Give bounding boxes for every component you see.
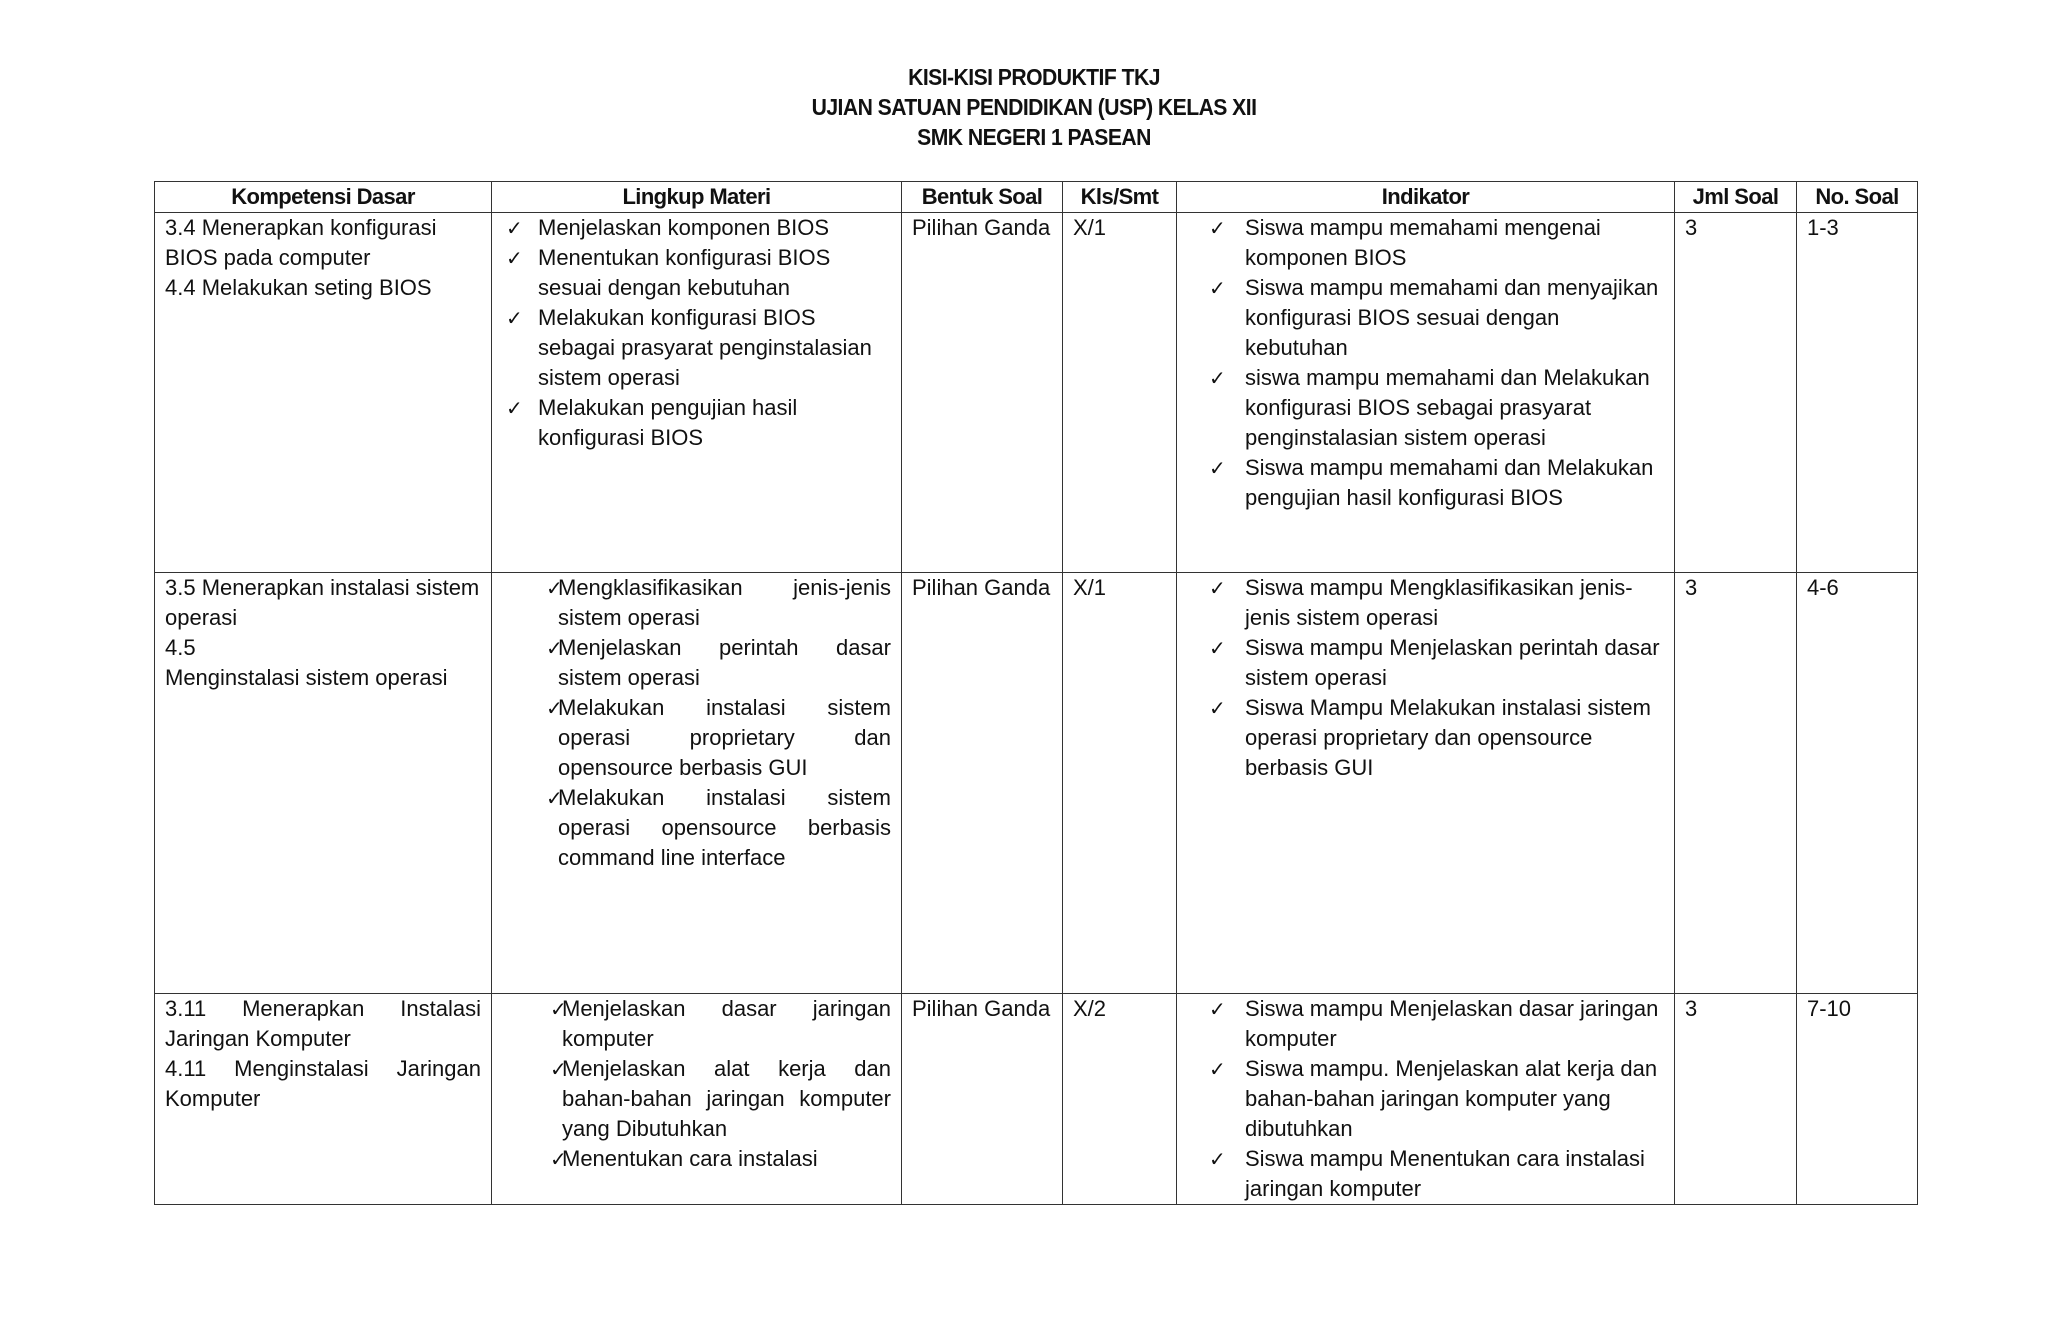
kompetensi-line: Menginstalasi sistem operasi bbox=[165, 665, 448, 690]
checkmark-icon: ✓ bbox=[1209, 276, 1226, 300]
table-row bbox=[155, 573, 1918, 994]
bentuk-soal-cell: Pilihan Ganda bbox=[902, 573, 1063, 994]
list-item: ✓ Menjelaskan perintah dasar sistem operasi bbox=[546, 635, 891, 690]
checkmark-icon: ✓ bbox=[550, 997, 567, 1021]
bentuk-soal-cell: Pilihan Ganda bbox=[902, 994, 1063, 1205]
title-line-3: SMK NEGERI 1 PASEAN bbox=[917, 124, 1151, 150]
list-item: ✓ Melakukan pengujian hasil konfigurasi BIOS bbox=[506, 395, 798, 450]
kompetensi-line: 4.11 Menginstalasi Jaringan bbox=[165, 1056, 481, 1081]
list-item: ✓ Menentukan konfigurasi BIOS sesuai dengan kebutuhan bbox=[506, 245, 831, 300]
kompetensi-line: BIOS pada computer bbox=[165, 245, 371, 270]
list-item: ✓ Menjelaskan dasar jaringan komputer bbox=[550, 996, 891, 1051]
list-item: ✓ Mengklasifikasikan jenis-jenis sistem operasi bbox=[546, 575, 891, 630]
list-item: ✓ Siswa mampu memahami mengenai komponen BIOS bbox=[1209, 215, 1601, 270]
checkmark-icon: ✓ bbox=[1209, 1057, 1226, 1081]
checkmark-icon: ✓ bbox=[546, 786, 563, 810]
indikator-cell bbox=[1177, 573, 1675, 994]
kls-smt-cell: X/1 bbox=[1063, 573, 1177, 994]
indikator-list bbox=[1187, 994, 1664, 1204]
no-soal-cell: 4-6 bbox=[1797, 573, 1918, 994]
kisi-kisi-table bbox=[154, 181, 1918, 1205]
kompetensi-cell bbox=[155, 994, 492, 1205]
materi-cell bbox=[492, 213, 902, 573]
kompetensi-line: 3.5 Menerapkan instalasi sistem bbox=[165, 575, 480, 600]
list-item: ✓ siswa mampu memahami dan Melakukan konfigurasi BIOS sebagai prasyarat penginstalasian sistem operasi bbox=[1209, 365, 1650, 450]
checkmark-icon: ✓ bbox=[546, 696, 563, 720]
checkmark-icon: ✓ bbox=[550, 1147, 567, 1171]
title-line-1: KISI-KISI PRODUKTIF TKJ bbox=[908, 64, 1160, 90]
checkmark-icon: ✓ bbox=[1209, 696, 1226, 720]
materi-cell bbox=[492, 994, 902, 1205]
checkmark-icon: ✓ bbox=[1209, 576, 1226, 600]
column-header-indikator: Indikator bbox=[1177, 182, 1675, 213]
jml-soal-cell: 3 bbox=[1675, 994, 1797, 1205]
checkmark-icon: ✓ bbox=[546, 576, 563, 600]
materi-cell bbox=[492, 573, 902, 994]
column-header-jml: Jml Soal bbox=[1675, 182, 1797, 213]
no-soal-cell: 7-10 bbox=[1797, 994, 1918, 1205]
jml-soal-cell: 3 bbox=[1675, 213, 1797, 573]
column-header-materi: Lingkup Materi bbox=[492, 182, 902, 213]
list-item: ✓ Melakukan konfigurasi BIOS sebagai prasyarat penginstalasian sistem operasi bbox=[506, 305, 872, 390]
document-header bbox=[0, 62, 2048, 152]
kompetensi-line: Jaringan Komputer bbox=[165, 1026, 351, 1051]
kls-smt-cell: X/1 bbox=[1063, 213, 1177, 573]
list-item: ✓ Siswa mampu Menjelaskan dasar jaringan komputer bbox=[1209, 996, 1659, 1051]
checkmark-icon: ✓ bbox=[506, 216, 523, 240]
checkmark-icon: ✓ bbox=[550, 1057, 567, 1081]
checkmark-icon: ✓ bbox=[506, 246, 523, 270]
kompetensi-line: 3.11 Menerapkan Instalasi bbox=[165, 996, 481, 1021]
materi-list bbox=[502, 573, 891, 873]
bentuk-soal-cell: Pilihan Ganda bbox=[902, 213, 1063, 573]
kompetensi-cell bbox=[155, 213, 492, 573]
list-item: ✓ Siswa mampu Mengklasifikasikan jenis-jenis sistem operasi bbox=[1209, 575, 1633, 630]
table-row bbox=[155, 213, 1918, 573]
kompetensi-line: Komputer bbox=[165, 1086, 261, 1111]
indikator-cell bbox=[1177, 994, 1675, 1205]
list-item: ✓ Siswa mampu memahami dan menyajikan konfigurasi BIOS sesuai dengan kebutuhan bbox=[1209, 275, 1659, 360]
no-soal-cell: 1-3 bbox=[1797, 213, 1918, 573]
list-item: ✓ Siswa mampu Menentukan cara instalasi jaringan komputer bbox=[1209, 1146, 1645, 1201]
checkmark-icon: ✓ bbox=[1209, 366, 1226, 390]
list-item: ✓ Siswa mampu Menjelaskan perintah dasar sistem operasi bbox=[1209, 635, 1660, 690]
indikator-cell bbox=[1177, 213, 1675, 573]
column-header-kompetensi: Kompetensi Dasar bbox=[155, 182, 492, 213]
table-row bbox=[155, 994, 1918, 1205]
list-item: ✓ Melakukan instalasi sistem operasi proprietary dan opensource berbasis GUI bbox=[546, 695, 891, 780]
checkmark-icon: ✓ bbox=[1209, 997, 1226, 1021]
list-item: ✓ Menjelaskan alat kerja dan bahan-bahan jaringan komputer yang Dibutuhkan bbox=[550, 1056, 891, 1141]
kompetensi-line: 3.4 Menerapkan konfigurasi bbox=[165, 215, 437, 240]
kompetensi-line: 4.4 Melakukan seting BIOS bbox=[165, 275, 432, 300]
checkmark-icon: ✓ bbox=[1209, 1147, 1226, 1171]
kompetensi-line: operasi bbox=[165, 605, 238, 630]
list-item: ✓ Menentukan cara instalasi bbox=[502, 1144, 891, 1174]
kls-smt-cell: X/2 bbox=[1063, 994, 1177, 1205]
column-header-no: No. Soal bbox=[1797, 182, 1918, 213]
list-item: ✓ Melakukan instalasi sistem operasi opensource berbasis command line interface bbox=[546, 785, 891, 870]
checkmark-icon: ✓ bbox=[1209, 456, 1226, 480]
indikator-list bbox=[1187, 573, 1664, 783]
materi-list bbox=[502, 994, 891, 1174]
list-item: ✓ Siswa mampu memahami dan Melakukan pengujian hasil konfigurasi BIOS bbox=[1209, 455, 1654, 510]
materi-list bbox=[502, 213, 891, 453]
jml-soal-cell: 3 bbox=[1675, 573, 1797, 994]
checkmark-icon: ✓ bbox=[1209, 216, 1226, 240]
column-header-kls: Kls/Smt bbox=[1063, 182, 1177, 213]
table-header-row bbox=[155, 182, 1918, 213]
list-item: ✓ Menjelaskan komponen BIOS bbox=[502, 213, 891, 243]
column-header-bentuk: Bentuk Soal bbox=[902, 182, 1063, 213]
checkmark-icon: ✓ bbox=[506, 306, 523, 330]
list-item: ✓ Siswa mampu. Menjelaskan alat kerja dan bahan-bahan jaringan komputer yang dibutuhkan bbox=[1209, 1056, 1658, 1141]
title-line-2: UJIAN SATUAN PENDIDIKAN (USP) KELAS XII bbox=[811, 94, 1257, 120]
checkmark-icon: ✓ bbox=[1209, 636, 1226, 660]
checkmark-icon: ✓ bbox=[506, 396, 523, 420]
checkmark-icon: ✓ bbox=[546, 636, 563, 660]
kompetensi-cell bbox=[155, 573, 492, 994]
indikator-list bbox=[1187, 213, 1664, 513]
kompetensi-line: 4.5 bbox=[165, 635, 196, 660]
list-item: ✓ Siswa Mampu Melakukan instalasi sistem operasi proprietary dan opensource berbasis GUI bbox=[1209, 695, 1651, 780]
